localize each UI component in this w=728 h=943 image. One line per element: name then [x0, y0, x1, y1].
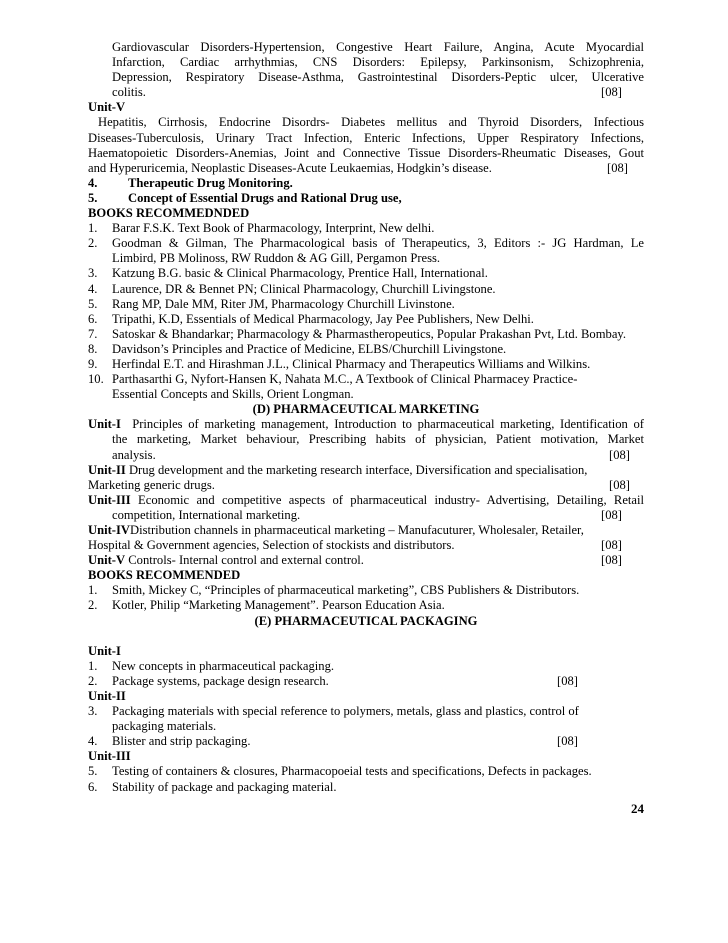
- text-line: [88, 161, 644, 176]
- item-number: 4.: [88, 734, 98, 749]
- topic-item: [88, 191, 644, 206]
- unit-label: Unit-I: [88, 417, 121, 432]
- text-line: Infarction, Cardiac arrhythmias, CNS Disorders: Epilepsy, Parkinsonism, Schizophrenia,: [112, 55, 644, 70]
- book-item: [88, 372, 644, 387]
- book-number: 1.: [88, 221, 98, 236]
- book-text: Smith, Mickey C, “Principles of pharmaceutical marketing”, CBS Publishers & Distributors.: [112, 583, 580, 598]
- book-number: 2.: [88, 236, 98, 251]
- books-heading: BOOKS RECOMMENDED: [88, 568, 241, 583]
- book-text: Kotler, Philip “Marketing Management”. Pearson Education Asia.: [112, 598, 445, 613]
- text-line: the marketing, Market behaviour, Prescribing habits of physician, Patient motivation, Market: [112, 432, 644, 447]
- document-page: [88, 40, 644, 817]
- topic-number: 5.: [88, 190, 98, 205]
- marks-label: [08]: [609, 447, 630, 462]
- unit-label: Unit-III: [88, 492, 131, 507]
- topic-text: Concept of Essential Drugs and Rational Drug use,: [128, 190, 402, 205]
- book-number: 10.: [88, 372, 104, 387]
- book-item: [88, 342, 644, 357]
- text-line: Diseases-Tuberculosis, Urinary Tract Infection, Enteric Infections, Upper Respiratory Infections,: [88, 130, 644, 145]
- unit-label: Unit-II: [88, 462, 126, 477]
- book-text: Katzung B.G. basic & Clinical Pharmacology, Prentice Hall, International.: [112, 266, 488, 281]
- item-number: 2.: [88, 673, 98, 688]
- item-number: 1.: [88, 658, 98, 673]
- unit-text: Hospital & Government agencies, Selection of stockists and distributors.: [88, 538, 455, 553]
- unit-heading: Unit-V: [88, 100, 126, 115]
- book-text: Rang MP, Dale MM, Riter JM, Pharmacology Churchill Livinstone.: [112, 296, 455, 311]
- list-item: [88, 674, 644, 689]
- book-item: [88, 583, 644, 598]
- book-item: [88, 236, 644, 251]
- book-number: 7.: [88, 326, 98, 341]
- item-text: Package systems, package design research.: [112, 673, 329, 688]
- book-item: [88, 357, 644, 372]
- unit-block: [88, 417, 644, 462]
- book-number: 3.: [88, 266, 98, 281]
- item-text: Testing of containers & closures, Pharmacopoeial tests and specifications, Defects in packages.: [112, 764, 592, 779]
- book-number: 4.: [88, 281, 98, 296]
- marks-label: [08]: [601, 538, 622, 553]
- book-text: Goodman & Gilman, The Pharmacological basis of Therapeutics, 3, Editors :- JG Hardman, Le: [112, 236, 644, 251]
- list-item-continuation: packaging materials.: [112, 719, 217, 734]
- unit-text: Marketing generic drugs.: [88, 477, 215, 492]
- book-continuation: Limbird, PB Molinoss, RW Ruddon & AG Gill, Pergamon Press.: [112, 251, 441, 266]
- page-number: 24: [631, 800, 644, 816]
- book-text: Parthasarthi G, Nyfort-Hansen K, Nahata M.C., A Textbook of Clinical Pharmacey Practice-: [112, 372, 578, 387]
- unit-heading: Unit-I: [88, 643, 121, 658]
- list-item: [88, 780, 644, 795]
- topic-item: [88, 176, 644, 191]
- unit-text: Drug development and the marketing research interface, Diversification and specialisation,: [128, 462, 588, 477]
- marks-label: [08]: [607, 160, 628, 175]
- spacer: [88, 629, 644, 644]
- book-item: [88, 282, 644, 297]
- list-item: [88, 704, 644, 719]
- unit-label: Unit-V: [88, 553, 126, 568]
- item-text: New concepts in pharmaceutical packaging.: [112, 658, 335, 673]
- book-number: 9.: [88, 356, 98, 371]
- text-line: [88, 463, 644, 478]
- item-text: Blister and strip packaging.: [112, 734, 251, 749]
- section-title: (D) PHARMACEUTICAL MARKETING: [252, 402, 480, 417]
- book-list: [88, 221, 644, 402]
- text-line: Haematopoietic Disorders-Anemias, Joint and Connective Tissue Disorders-Rheumatic Diseases, Gout: [88, 145, 644, 160]
- book-item: [88, 598, 644, 613]
- text-line: [88, 85, 644, 100]
- books-heading: BOOKS RECOMMEDNDED: [88, 206, 250, 221]
- unit-block: [88, 493, 644, 523]
- top-paragraph: [88, 40, 644, 100]
- book-item: [88, 266, 644, 281]
- unit-block: [88, 463, 644, 493]
- unit-text: competition, International marketing.: [112, 507, 301, 522]
- unit-text: Principles of marketing management, Introduction to pharmaceutical marketing, Identification of: [132, 417, 644, 432]
- item-number: 6.: [88, 779, 98, 794]
- book-item: [88, 221, 644, 236]
- text-line: [88, 538, 644, 553]
- item-number: 3.: [88, 704, 98, 719]
- unit-block: [88, 553, 644, 568]
- text-line: [88, 478, 644, 493]
- unit-text: Controls- Internal control and external control.: [128, 553, 364, 568]
- unit-label: Unit-IV: [88, 523, 130, 537]
- text-line: [88, 448, 644, 463]
- unit-text: analysis.: [112, 447, 156, 462]
- item-text: Stability of package and packaging material.: [112, 779, 337, 794]
- marks-label: [08]: [557, 673, 578, 688]
- topic-text: Therapeutic Drug Monitoring.: [128, 175, 293, 190]
- book-text: Tripathi, K.D, Essentials of Medical Pharmacology, Jay Pee Publishers, New Delhi.: [112, 311, 534, 326]
- book-continuation: Essential Concepts and Skills, Orient Longman.: [112, 387, 354, 402]
- text-line: Gardiovascular Disorders-Hypertension, Congestive Heart Failure, Angina, Acute Myocardial: [112, 40, 644, 54]
- book-number: 6.: [88, 311, 98, 326]
- list-item: [88, 764, 644, 779]
- unit-heading: Unit-II: [88, 688, 126, 703]
- book-text: Herfindal E.T. and Hirashman J.L., Clinical Pharmacy and Therapeutics Williams and Wilkins.: [112, 356, 591, 371]
- list-item: [88, 659, 644, 674]
- book-text: Laurence, DR & Bennet PN; Clinical Pharmacology, Churchill Livingstone.: [112, 281, 496, 296]
- book-number: 1.: [88, 583, 98, 598]
- unit-block: [88, 523, 644, 553]
- section-title: (E) PHARMACEUTICAL PACKAGING: [254, 613, 478, 628]
- book-text: Barar F.S.K. Text Book of Pharmacology, Interprint, New delhi.: [112, 221, 435, 236]
- book-number: 5.: [88, 296, 98, 311]
- text-line: [88, 493, 644, 508]
- text-line-last: colitis.: [112, 85, 146, 100]
- book-text: Satoskar & Bhandarkar; Pharmacology & Pharmastheropeutics, Popular Prakashan Pvt, Ltd. Bombay.: [112, 326, 627, 341]
- book-item: [88, 327, 644, 342]
- text-line: [88, 508, 644, 523]
- marks-label: [08]: [557, 734, 578, 749]
- text-line: [88, 523, 644, 538]
- text-line: Hepatitis, Cirrhosis, Endocrine Disordrs- Diabetes mellitus and Thyroid Disorders, Infectious: [98, 115, 644, 130]
- text-line: [88, 553, 644, 568]
- unit-heading: Unit-III: [88, 749, 131, 764]
- unit-v-paragraph: [88, 115, 644, 175]
- unit-text: Distribution channels in pharmaceutical marketing – Manufacuturer, Wholesaler, Retailer,: [129, 523, 584, 537]
- page-footer: [88, 801, 644, 817]
- topic-number: 4.: [88, 175, 98, 190]
- marks-label: [08]: [601, 553, 622, 568]
- list-item: [88, 734, 644, 749]
- marks-label: [08]: [609, 477, 630, 492]
- text-line: [88, 417, 644, 432]
- text-line-last: and Hyperuricemia, Neoplastic Diseases-Acute Leukaemias, Hodgkin’s disease.: [88, 160, 492, 175]
- book-item: [88, 312, 644, 327]
- book-number: 8.: [88, 341, 98, 356]
- marks-label: [08]: [601, 85, 622, 100]
- item-number: 5.: [88, 764, 98, 779]
- unit-text: Economic and competitive aspects of pharmaceutical industry- Advertising, Detailing, Retail: [138, 492, 645, 507]
- book-number: 2.: [88, 598, 98, 613]
- book-item: [88, 297, 644, 312]
- marks-label: [08]: [601, 507, 622, 522]
- text-line: Depression, Respiratory Disease-Asthma, Gastrointestinal Disorders-Peptic ulcer, Ulcerative: [112, 70, 644, 85]
- book-text: Davidson’s Principles and Practice of Medicine, ELBS/Churchill Livingstone.: [112, 341, 507, 356]
- item-text: Packaging materials with special reference to polymers, metals, glass and plastics, control of: [112, 704, 579, 719]
